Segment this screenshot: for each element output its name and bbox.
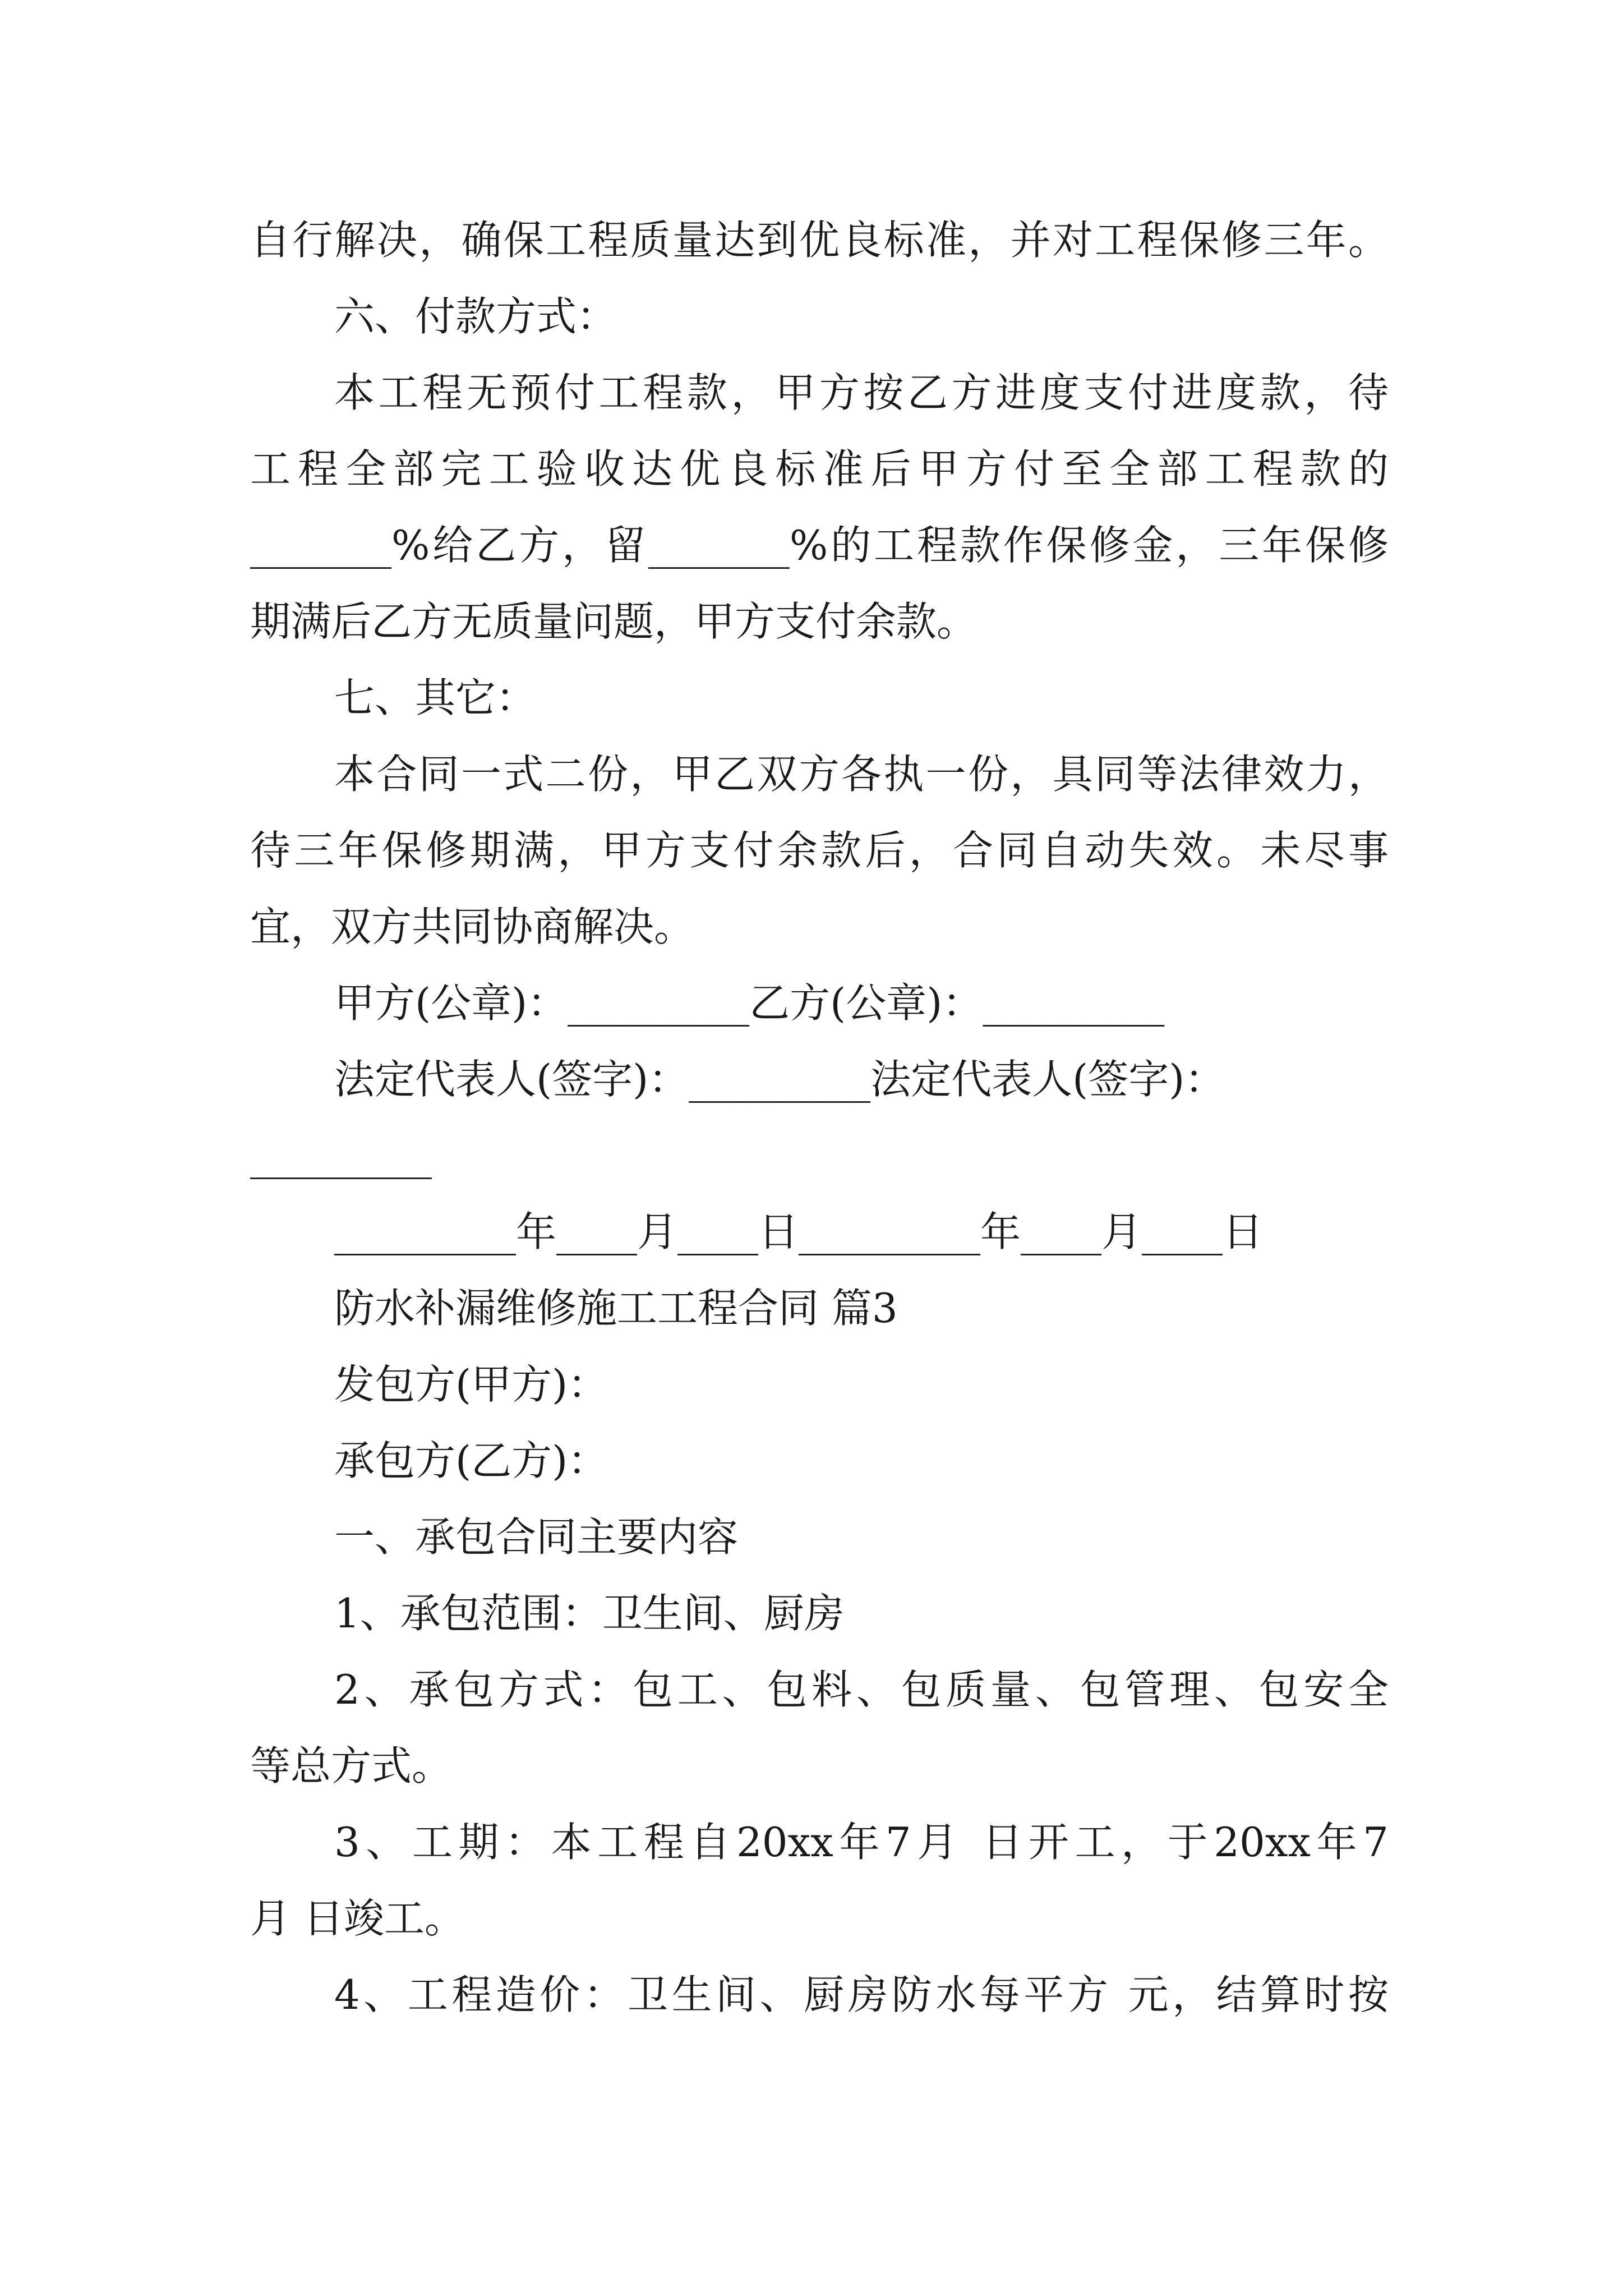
party-line: 发包方(甲方)：	[334, 1361, 608, 1408]
paragraph-line: 月 日竣工。	[250, 1895, 465, 1942]
paragraph-line: 等总方式。	[250, 1742, 453, 1789]
paragraph-line: 期满后乙方无质量问题，甲方支付余款。	[250, 598, 978, 645]
paragraph-line: 2、承包方式：包工、包料、包质量、包管理、包安全	[334, 1666, 1389, 1713]
paragraph-line: 本工程无预付工程款，甲方按乙方进度支付进度款，待	[334, 369, 1389, 416]
contract-title: 防水补漏维修施工工程合同 篇3	[334, 1285, 898, 1332]
paragraph-line: 1、承包范围：卫生间、厨房	[334, 1590, 845, 1637]
paragraph-line: 本合同一式二份，甲乙双方各执一份，具同等法律效力，	[334, 751, 1389, 798]
paragraph-line: 4、工程造价：卫生间、厨房防水每平方 元，结算时按	[334, 1971, 1389, 2018]
paragraph-line: 自行解决，确保工程质量达到优良标准，并对工程保修三年。	[250, 217, 1389, 264]
section-heading: 一、承包合同主要内容	[334, 1513, 739, 1561]
paragraph-line: _______%给乙方，留_______%的工程款作保修金，三年保修	[250, 522, 1389, 569]
signature-line: 法定代表人(签字)：_________法定代表人(签字)：	[334, 1056, 1225, 1103]
paragraph-line: 宜，双方共同协商解决。	[250, 903, 695, 950]
paragraph-line: 待三年保修期满，甲方支付余款后，合同自动失效。未尽事	[250, 827, 1389, 874]
paragraph-line: 工程全部完工验收达优良标准后甲方付至全部工程款的	[250, 445, 1389, 493]
signature-line: 甲方(公章)：_________乙方(公章)：_________	[334, 979, 1165, 1027]
section-heading: 七、其它：	[334, 674, 537, 721]
paragraph-line: 3、工期：本工程自20xx年7月 日开工，于20xx年7	[334, 1819, 1389, 1866]
section-heading: 六、付款方式：	[334, 293, 617, 340]
party-line: 承包方(乙方)：	[334, 1437, 608, 1484]
date-line: _________年____月____日_________年____月____日	[334, 1208, 1263, 1255]
signature-blank: _________	[250, 1132, 432, 1179]
